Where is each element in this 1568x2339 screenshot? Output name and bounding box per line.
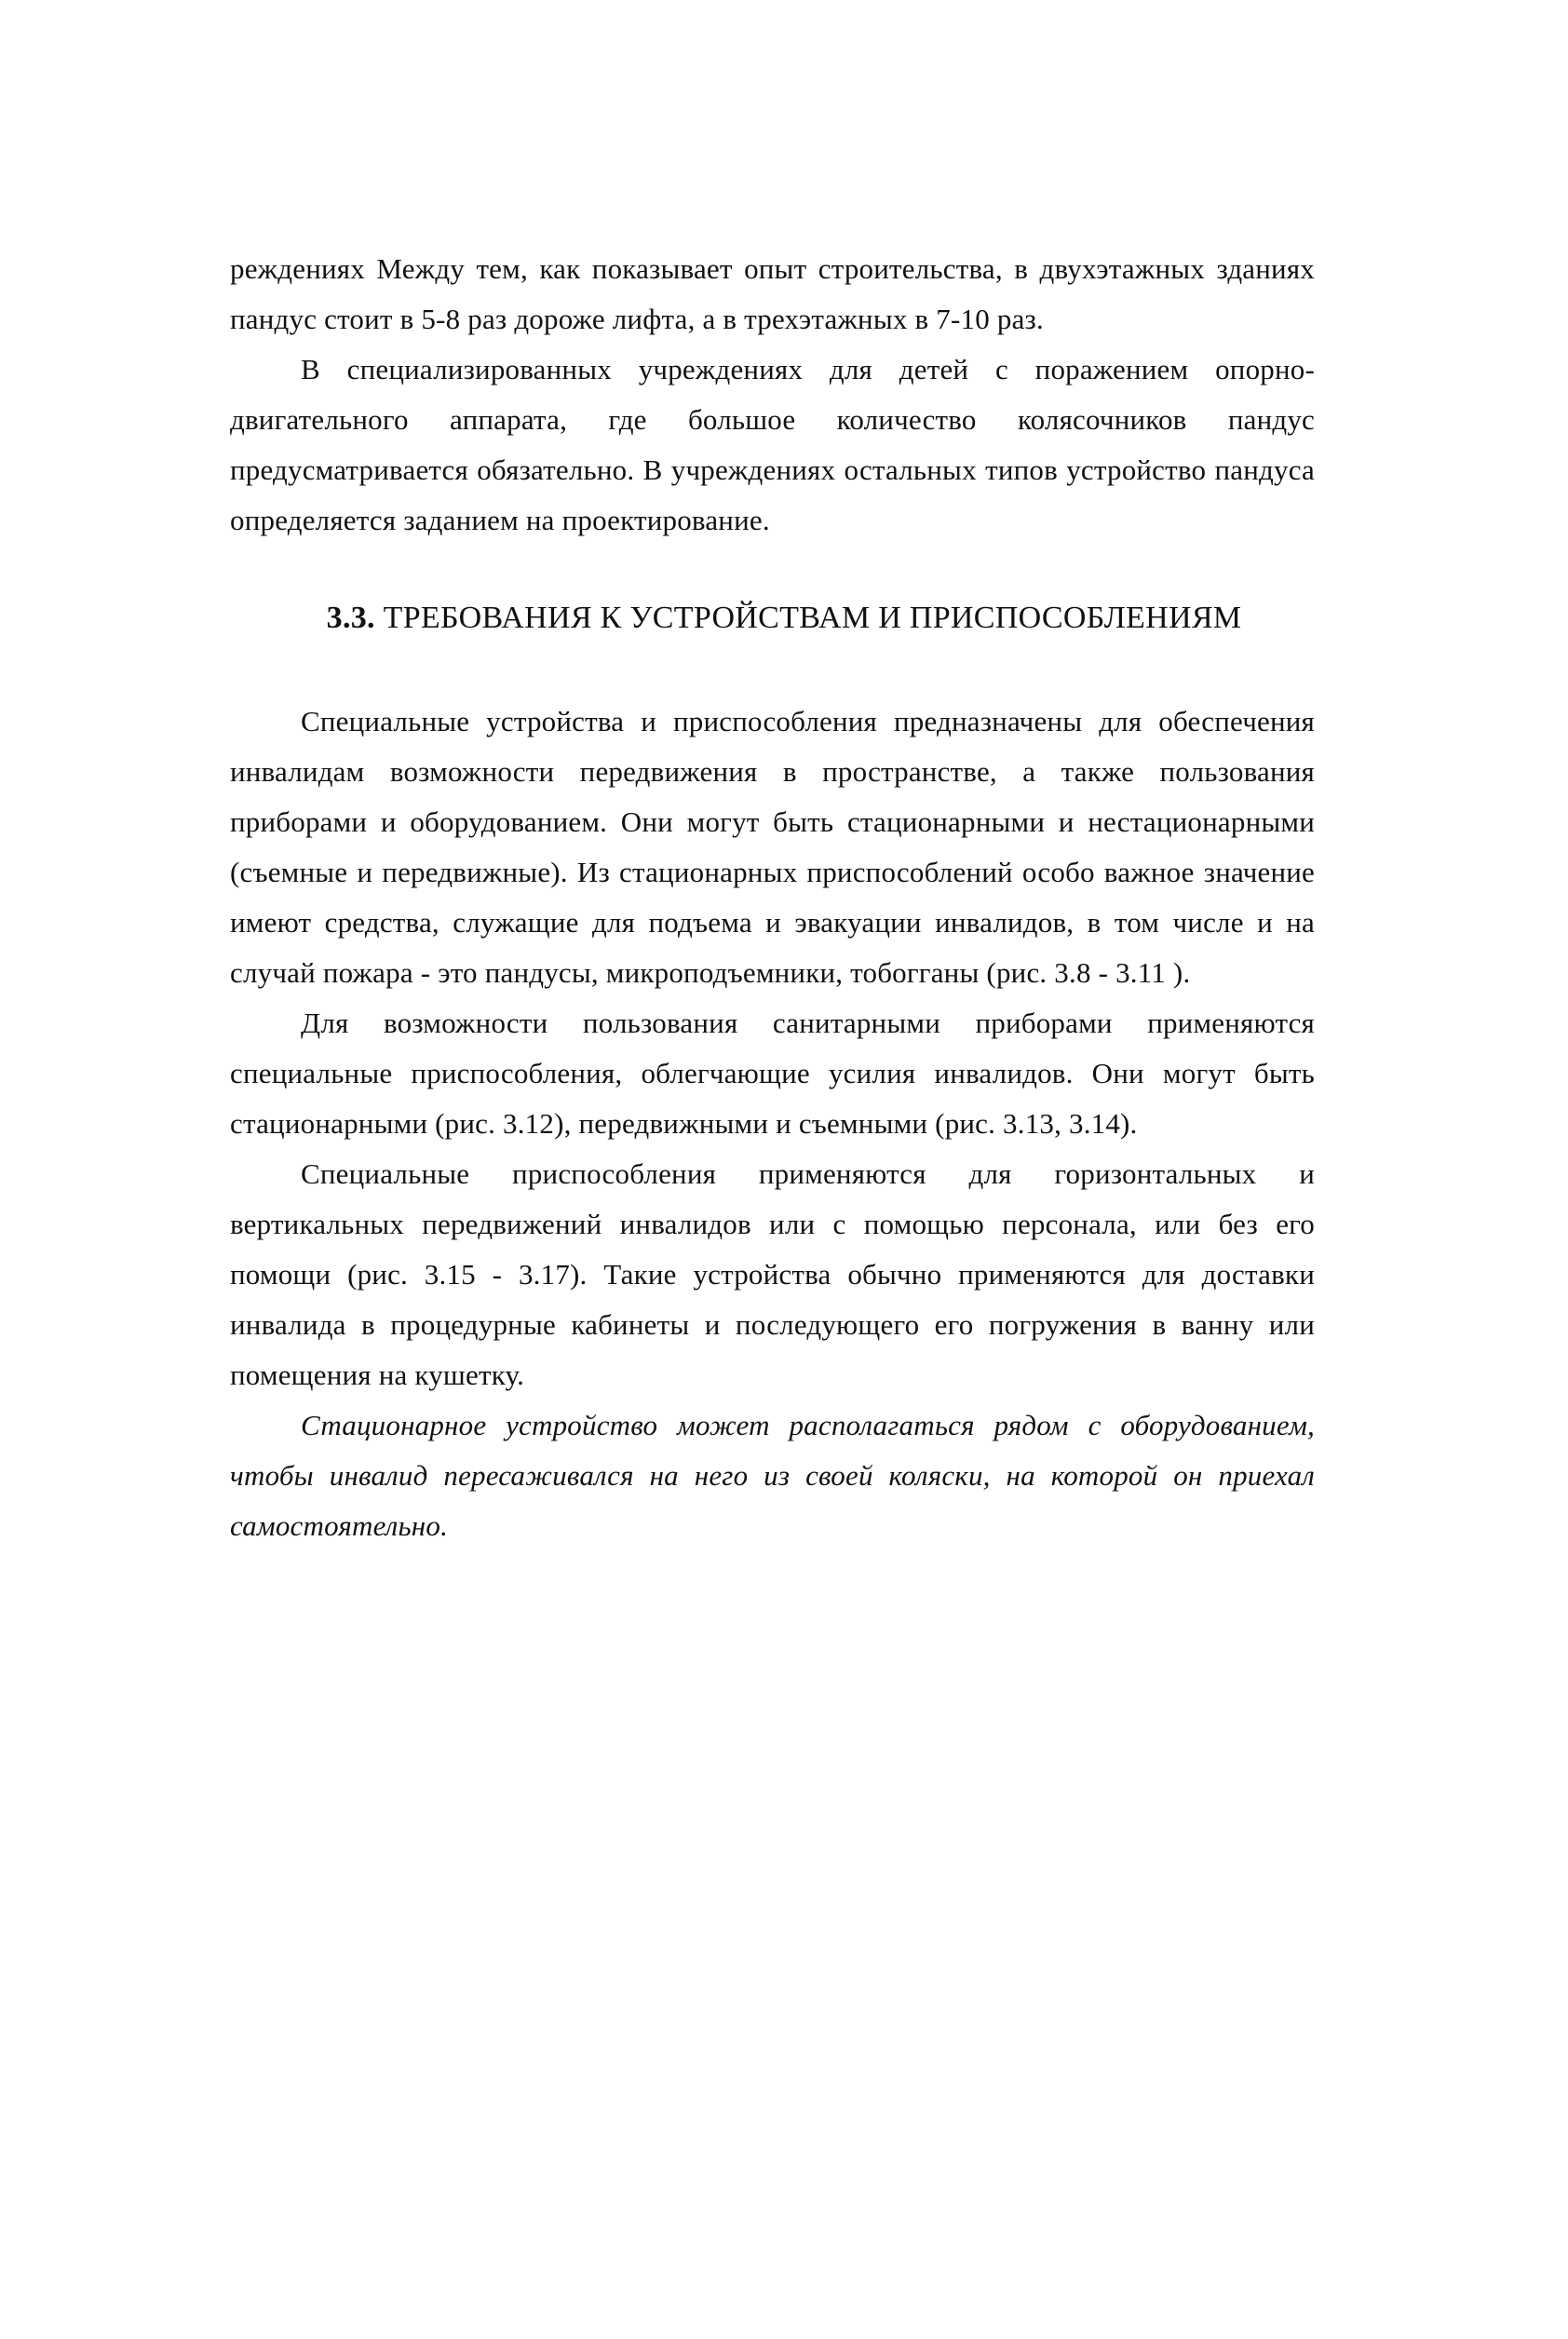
top-text-block [230, 244, 1315, 546]
paragraph-sanitary-devices: Для возможности пользования санитарными приборами применяются специальные приспособления, облегчающие усилия инвалидов. Они могут быть стационарными (рис. 3.12), передвижными и съемными (рис. 3.13, 3.14). [230, 1007, 1315, 1140]
section-title: ТРЕБОВАНИЯ К УСТРОЙСТВАМ И ПРИСПОСОБЛЕНИЯМ [383, 601, 1242, 635]
paragraph-stationary-device: Стационарное устройство может располагаться рядом с оборудованием, чтобы инвалид пересаживался на него из своей коляски, на которой он приехал самостоятельно. [230, 1409, 1315, 1542]
paragraph-special-devices: Специальные устройства и приспособления предназначены для обеспечения инвалидам возможности передвижения в пространстве, а также пользования приборами и оборудованием. Они могут быть стационарными и нестационарными (съемные и передвижные). Из стационарных приспособлений особо важное значение имеют средства, служащие для подъема и эвакуации инвалидов, в том числе и на случай пожара - это пандусы, микроподъемники, тобогганы (рис. 3.8 - 3.11 ). [230, 705, 1315, 989]
section-number: 3.3. [326, 601, 375, 635]
section-heading [0, 598, 1568, 639]
section-body [230, 696, 1315, 1551]
paragraph-specialized-institutions: В специализированных учреждениях для детей с поражением опорно-двигательного аппарата, где большое количество колясочников пандус предусматривается обязательно. В учреждениях остальных типов устройство пандуса определяется заданием на проектирование. [230, 353, 1315, 536]
paragraph-continuation: реждениях Между тем, как показывает опыт строительства, в двухэтажных зданиях пандус стоит в 5-8 раз дороже лифта, а в трехэтажных в 7-10 раз. [230, 252, 1315, 335]
paragraph-movement-devices: Специальные приспособления применяются для горизонтальных и вертикальных передвижений инвалидов или с помощью персонала, или без его помощи (рис. 3.15 - 3.17). Такие устройства обычно применяются для доставки инвалида в процедурные кабинеты и последующего его погружения в ванну или помещения на кушетку. [230, 1157, 1315, 1391]
